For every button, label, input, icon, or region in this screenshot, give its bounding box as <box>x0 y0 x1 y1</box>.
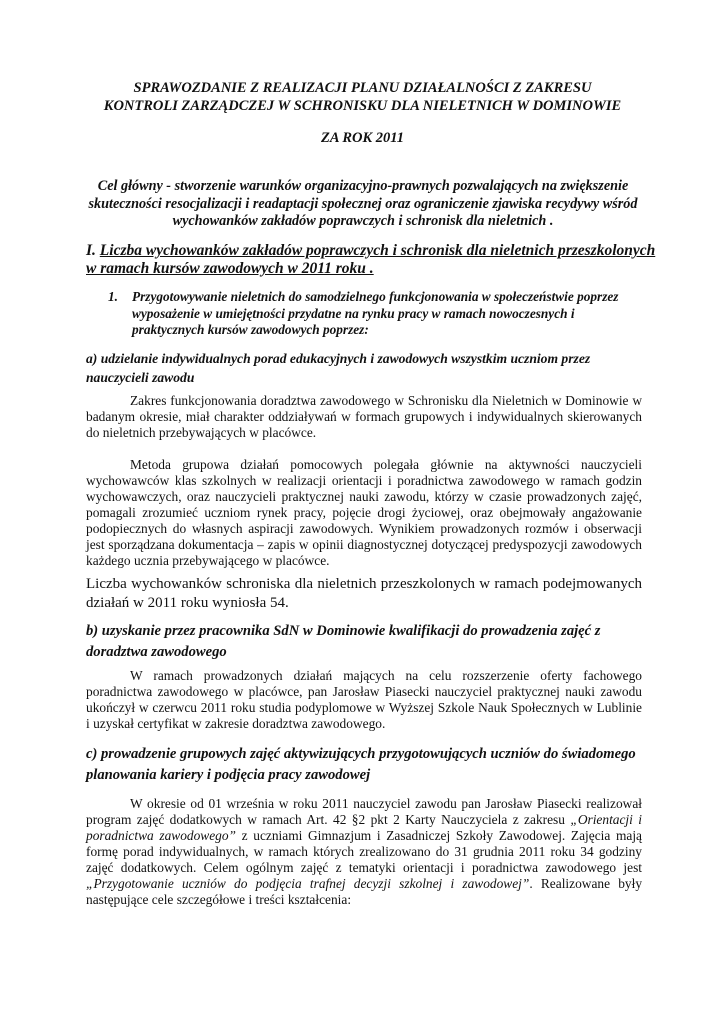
title-line-1: SPRAWOZDANIE Z REALIZACJI PLANU DZIAŁALNOŚCI Z ZAKRESU <box>133 80 592 96</box>
paragraph-c1-part3: . Realizowane były następujące cele szczegółowe i treści kształcenia: <box>86 876 643 907</box>
paragraph-c1-quote2: „Przygotowanie uczniów do podjęcia trafnej decyzji szkolnej i zawodowej” <box>86 876 530 891</box>
paragraph-c1-part2: z uczniami Gimnazjum i Zasadniczej Szkoły Zawodowej. Zajęcia mają formę porad indywidualnych, w ramach których zrealizowano do 31 grudnia 2011 roku 34 godziny zajęć dodatkowych. Celem ogólnym zajęć z tematyki orientacji i poradnictwa zawodowego jest <box>86 828 643 875</box>
report-title <box>60 79 665 147</box>
heading-b: b) uzyskanie przez pracownika SdN w Dominowie kwalifikacji do prowadzenia zajęć z doradztwa zawodowego <box>86 623 601 660</box>
paragraph-c1 <box>86 796 642 908</box>
subsection-1-text: Przygotowywanie nieletnich do samodzielnego funkcjonowania w społeczeństwie poprzez wyposażenie w umiejętności przydatne na rynku pracy w ramach nowoczesnych i praktycznych kursów zawodowych poprzez: <box>132 289 619 337</box>
section-1-title: Liczba wychowanków zakładów poprawczych i schronisk dla nieletnich przeszkolonych w ramach kursów zawodowych w 2011 roku . <box>86 242 656 277</box>
title-line-2: KONTROLI ZARZĄDCZEJ W SCHRONISKU DLA NIELETNICH W DOMINOWIE <box>103 98 622 114</box>
section-1-numeral: I. <box>86 242 96 259</box>
subsection-1 <box>108 289 648 339</box>
heading-c: c) prowadzenie grupowych zajęć aktywizujących przygotowujących uczniów do świadomego planowania kariery i podjęcia pracy zawodowej <box>86 746 636 783</box>
paragraph-a2 <box>86 457 642 569</box>
paragraph-b1 <box>86 668 642 732</box>
section-1-heading <box>86 242 656 278</box>
paragraph-c1-quote1: „Orientacji i poradnictwa zawodowego” <box>86 812 642 843</box>
main-goal: Cel główny - stworzenie warunków organizacyjno-prawnych pozwalających na zwiększenie skuteczności resocjalizacji i readaptacji społecznej oraz ograniczenie zjawiska recydywy wśród wychowanków zakładów poprawczych i schronisk dla nieletnich . <box>88 178 638 229</box>
paragraph-a3: Liczba wychowanków schroniska dla nieletnich przeszkolonych w ramach podejmowanych działań w 2011 roku wyniosła 54. <box>86 576 642 611</box>
paragraph-a1 <box>86 393 642 441</box>
paragraph-a1-text: Zakres funkcjonowania doradztwa zawodowego w Schronisku dla Nieletnich w Dominowie w badanym okresie, miał charakter oddziaływań w formach grupowych i indywidualnych skierowanych do nieletnich przebywających w placówce. <box>86 393 642 440</box>
paragraph-b1-text: W ramach prowadzonych działań mających na celu rozszerzenie oferty fachowego poradnictwa zawodowego w placówce, pan Jarosław Piasecki nauczyciel praktycznej nauki zawodu ukończył w czerwcu 2011 roku studia podyplomowe w Wyższej Szkole Nauk Społecznych w Lublinie i uzyskał certyfikat w zakresie doradztwa zawodowego. <box>86 668 642 731</box>
heading-a: a) udzielanie indywidualnych porad edukacyjnych i zawodowych wszystkim uczniom przez nauczycieli zawodu <box>86 351 591 385</box>
subsection-1-number: 1. <box>108 289 118 304</box>
title-year: ZA ROK 2011 <box>321 130 404 146</box>
paragraph-a2-text: Metoda grupowa działań pomocowych polegała głównie na aktywności nauczycieli wychowawców klas szkolnych w realizacji orientacji i poradnictwa zawodowego w ramach godzin wychowawczych, oraz nauczycieli praktycznej nauki zawodu, którzy w czasie prowadzonych zajęć, pomagali zrozumieć uczniom rynek pracy, pojęcie drogi życiowej, oraz obejmowały angażowanie podopiecznych do własnych aspiracji zawodowych. Wynikiem prowadzonych rozmów i obserwacji jest sporządzana dokumentacja – zapis w opinii diagnostycznej dotyczącej predyspozycji zawodowych każdego ucznia przebywającego w placówce. <box>86 457 642 568</box>
paragraph-c1-part1: W okresie od 01 września w roku 2011 nauczyciel zawodu pan Jarosław Piasecki realizował program zajęć dodatkowych w ramach Art. 42 §2 pkt 2 Karty Nauczyciela z zakresu <box>86 796 642 827</box>
